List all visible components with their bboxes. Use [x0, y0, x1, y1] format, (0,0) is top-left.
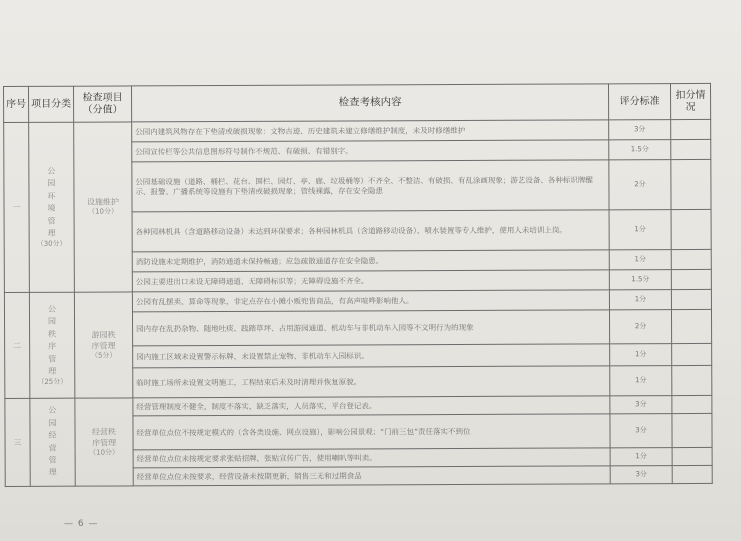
- content-cell: 经营单位点位未按要求，经营设备未按期更新，销售三无和过期食品: [133, 466, 610, 486]
- item-cell: 设施维护 （10分）: [74, 122, 133, 292]
- content-cell: 消防设施未定期维护，消防通道未保持畅通；应急疏散通道存在安全隐患。: [132, 250, 609, 272]
- category-cell: 公园经营管理: [30, 398, 75, 486]
- content-cell: 各种园林机具（含道路移动设备）未达到环保要求；各种园林机具（含道路移动设备）、喷水装置等专人维护，使用人未培训上岗。: [132, 210, 609, 252]
- header-standard: 评分标准: [608, 84, 670, 120]
- header-category: 项目分类: [29, 86, 74, 122]
- deduct-cell: [671, 119, 711, 139]
- score-cell: 3分: [610, 466, 672, 484]
- content-cell: 临时施工场所未设置文明施工，工程结束后未及时清理并恢复原貌。: [133, 366, 610, 398]
- table-header-row: [4, 83, 711, 122]
- header-no: 序号: [4, 86, 29, 122]
- deduct-cell: [672, 465, 712, 483]
- category-cell: 公园环境管理 （30分）: [29, 122, 75, 292]
- row-number: 三: [5, 398, 30, 486]
- score-cell: 3分: [610, 414, 672, 448]
- deduct-cell: [671, 289, 711, 309]
- deduct-cell: [671, 269, 711, 289]
- row-number: 二: [4, 292, 29, 398]
- inspection-table: [3, 83, 713, 487]
- content-cell: 经营管理制度不健全，制度不落实，缺乏落实，人员落实，平台登记表。: [133, 396, 610, 416]
- deduct-cell: [671, 139, 711, 159]
- content-cell: 经营单位点位未按规定要求张贴招牌，张贴宣传广告，使用喇叭等叫卖。: [133, 448, 610, 468]
- content-cell: 园内施工区域未设置警示标牌，未设置禁止宠物、非机动车入园标识。: [133, 344, 610, 368]
- header-content: 检查考核内容: [132, 84, 609, 122]
- score-cell: 1分: [609, 290, 671, 310]
- deduct-cell: [672, 395, 712, 413]
- score-cell: 1.5分: [609, 140, 671, 160]
- score-cell: 1分: [610, 448, 672, 466]
- score-cell: 2分: [609, 160, 671, 210]
- content-cell: 经营单位点位不按规定模式的（含各类设施、网点设施），影响公园景观；“门前三包”责任落实不到位: [133, 414, 610, 450]
- score-cell: 2分: [609, 310, 671, 344]
- row-number: 一: [4, 122, 30, 292]
- content-cell: 公园主要进出口未设无障碍通道、无障碍标识等；无障碍设施不齐全。: [132, 270, 609, 292]
- deduct-cell: [671, 309, 711, 343]
- deduct-cell: [671, 159, 711, 209]
- content-cell: 公园基础设施（道路、桶栏、花台、围栏、园灯、亭、廊、垃圾桶等）不齐全、不整洁、有破损、有乱涂画现象；游艺设备、各种标识牌醒示、报警、广播系统等设施有下垫清或破损现象；管线裸露，存在安全隐患: [132, 160, 609, 212]
- deduct-cell: [671, 209, 711, 249]
- category-cell: 公园秩序管理 （25分）: [29, 292, 74, 398]
- content-cell: 园内存在乱扔杂物、随地吐痰、践踏草坪、占用游园通道、机动车与非机动车入园等不文明行为的现象: [132, 310, 609, 346]
- score-cell: 1分: [609, 210, 671, 250]
- header-deduct: 扣分情况: [670, 83, 710, 119]
- score-cell: 1.5分: [609, 270, 671, 290]
- deduct-cell: [672, 365, 712, 395]
- content-cell: 公园有乱摆卖、算命等现象，非定点存在小摊小贩兜售商品，有高声喧哗影响他人。: [132, 290, 609, 312]
- content-cell: 公园内建筑风物存在下垫清或破损现象：文物古迹、历史建筑未建立修缮维护制度，未及时修缮维护: [132, 120, 609, 142]
- page-number: — 6 —: [64, 519, 99, 529]
- item-cell: 经营秩序管理 （10分）: [75, 398, 133, 486]
- header-item: 检查项目（分值）: [74, 86, 132, 122]
- deduct-cell: [672, 447, 712, 465]
- content-cell: 公园宣传栏等公共信息图形符号制作不规范、有破损、有错别字。: [132, 140, 609, 162]
- deduct-cell: [672, 413, 712, 447]
- score-cell: 1分: [609, 250, 671, 270]
- score-cell: 1分: [610, 366, 672, 396]
- score-cell: 3分: [610, 396, 672, 414]
- deduct-cell: [672, 343, 712, 365]
- deduct-cell: [671, 249, 711, 269]
- item-cell: 游园秩序管理 （5分）: [74, 292, 132, 398]
- score-cell: 3分: [609, 120, 671, 140]
- score-cell: 1分: [610, 344, 672, 366]
